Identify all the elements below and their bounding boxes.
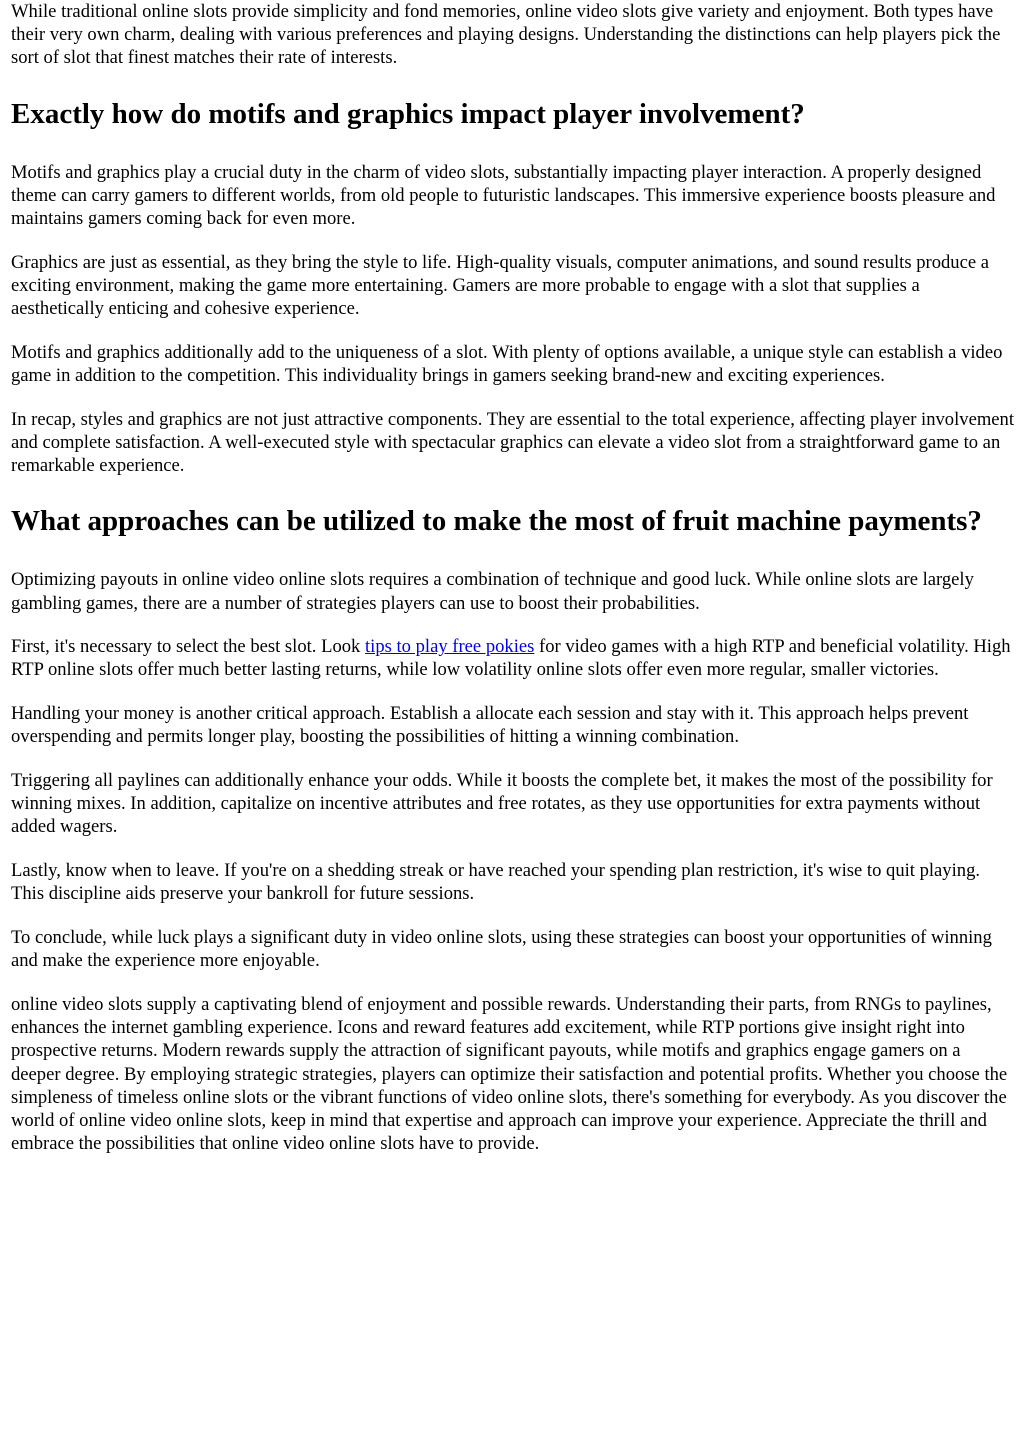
paragraph: Lastly, know when to leave. If you're on a shedding streak or have reached your spending plan restriction, it's wise to quit playing. This discipline aids preserve your bankroll for future sessions. [11,860,981,905]
paragraph: Handling your money is another critical approach. Establish a allocate each session and stay with it. This approach helps prevent overspending and permits longer play, boosting the possibilities of hitting a winning combination. [11,703,969,748]
paragraph-text: First, it's necessary to select the best slot. Look [11,636,365,658]
paragraph-with-link [11,635,1014,681]
paragraph: Motifs and graphics additionally add to the uniqueness of a slot. With plenty of options available, a unique style can establish a video game in addition to the competition. This individuality brings in gamers seeking brand-new and exciting experiences. [11,341,1003,387]
section-heading-payments: What approaches can be utilized to make the most of fruit machine payments? [11,505,982,538]
paragraph: Triggering all paylines can additionally enhance your odds. While it boosts the complete bet, it makes the most of the possibility for winning mixes. In addition, capitalize on incentive attributes and free rotates, as they use opportunities for extra payments without added wagers. [11,770,993,838]
conclusion-paragraph: online video slots supply a captivating blend of enjoyment and possible rewards. Understanding their parts, from RNGs to paylines, enhances the internet gambling experience. Icons and reward features add excitement, while RTP portions give insight right into prospective returns. Modern rewards supply the attraction of significant payouts, while motifs and graphics engage gamers on a deeper degree. By employing strategic strategies, players can optimize their satisfaction and potential profits. Whether you choose the simpleness of timeless online slots or the vibrant functions of video online slots, there's something for everybody. As you discover the world of online video online slots, keep in mind that expertise and approach can improve your experience. Appreciate the thrill and embrace the possibilities that online video online slots have to provide. [11,993,1008,1155]
paragraph-text: for video games with a high RTP and beneficial volatility. High RTP online slots offer much better lasting returns, while low volatility online slots offer even more regular, smaller victories. [11,636,1011,681]
pokies-tips-link[interactable]: tips to play free pokies [365,636,535,658]
paragraph: Graphics are just as essential, as they bring the style to life. High-quality visuals, computer animations, and sound results produce a exciting environment, making the game more entertaining. Gamers are more probable to engage with a slot that supplies a aesthetically enticing and cohesive experience. [11,251,990,320]
paragraph: Optimizing payouts in online video online slots requires a combination of technique and good luck. While online slots are largely gambling games, there are a number of strategies players can use to boost their probabilities. [11,569,974,614]
paragraph: In recap, styles and graphics are not just attractive components. They are essential to the total experience, affecting player involvement and complete satisfaction. A well-executed style with spectacular graphics can elevate a video slot from a straightforward game to an remarkable experience. [11,408,1015,477]
section-heading-motifs: Exactly how do motifs and graphics impact player involvement? [11,97,805,130]
paragraph: Motifs and graphics play a crucial duty in the charm of video slots, substantially impacting player interaction. A properly designed theme can carry gamers to different worlds, from old people to futuristic landscapes. This immersive experience boosts pleasure and maintains gamers coming back for even more. [11,161,996,230]
paragraph: To conclude, while luck plays a significant duty in video online slots, using these strategies can boost your opportunities of winning and make the experience more enjoyable. [11,927,992,972]
intro-paragraph: While traditional online slots provide simplicity and fond memories, online video slots give variety and enjoyment. Both types have their very own charm, dealing with various preferences and playing designs. Understanding the distinctions can help players pick the sort of slot that finest matches their rate of interests. [11,1,1001,69]
